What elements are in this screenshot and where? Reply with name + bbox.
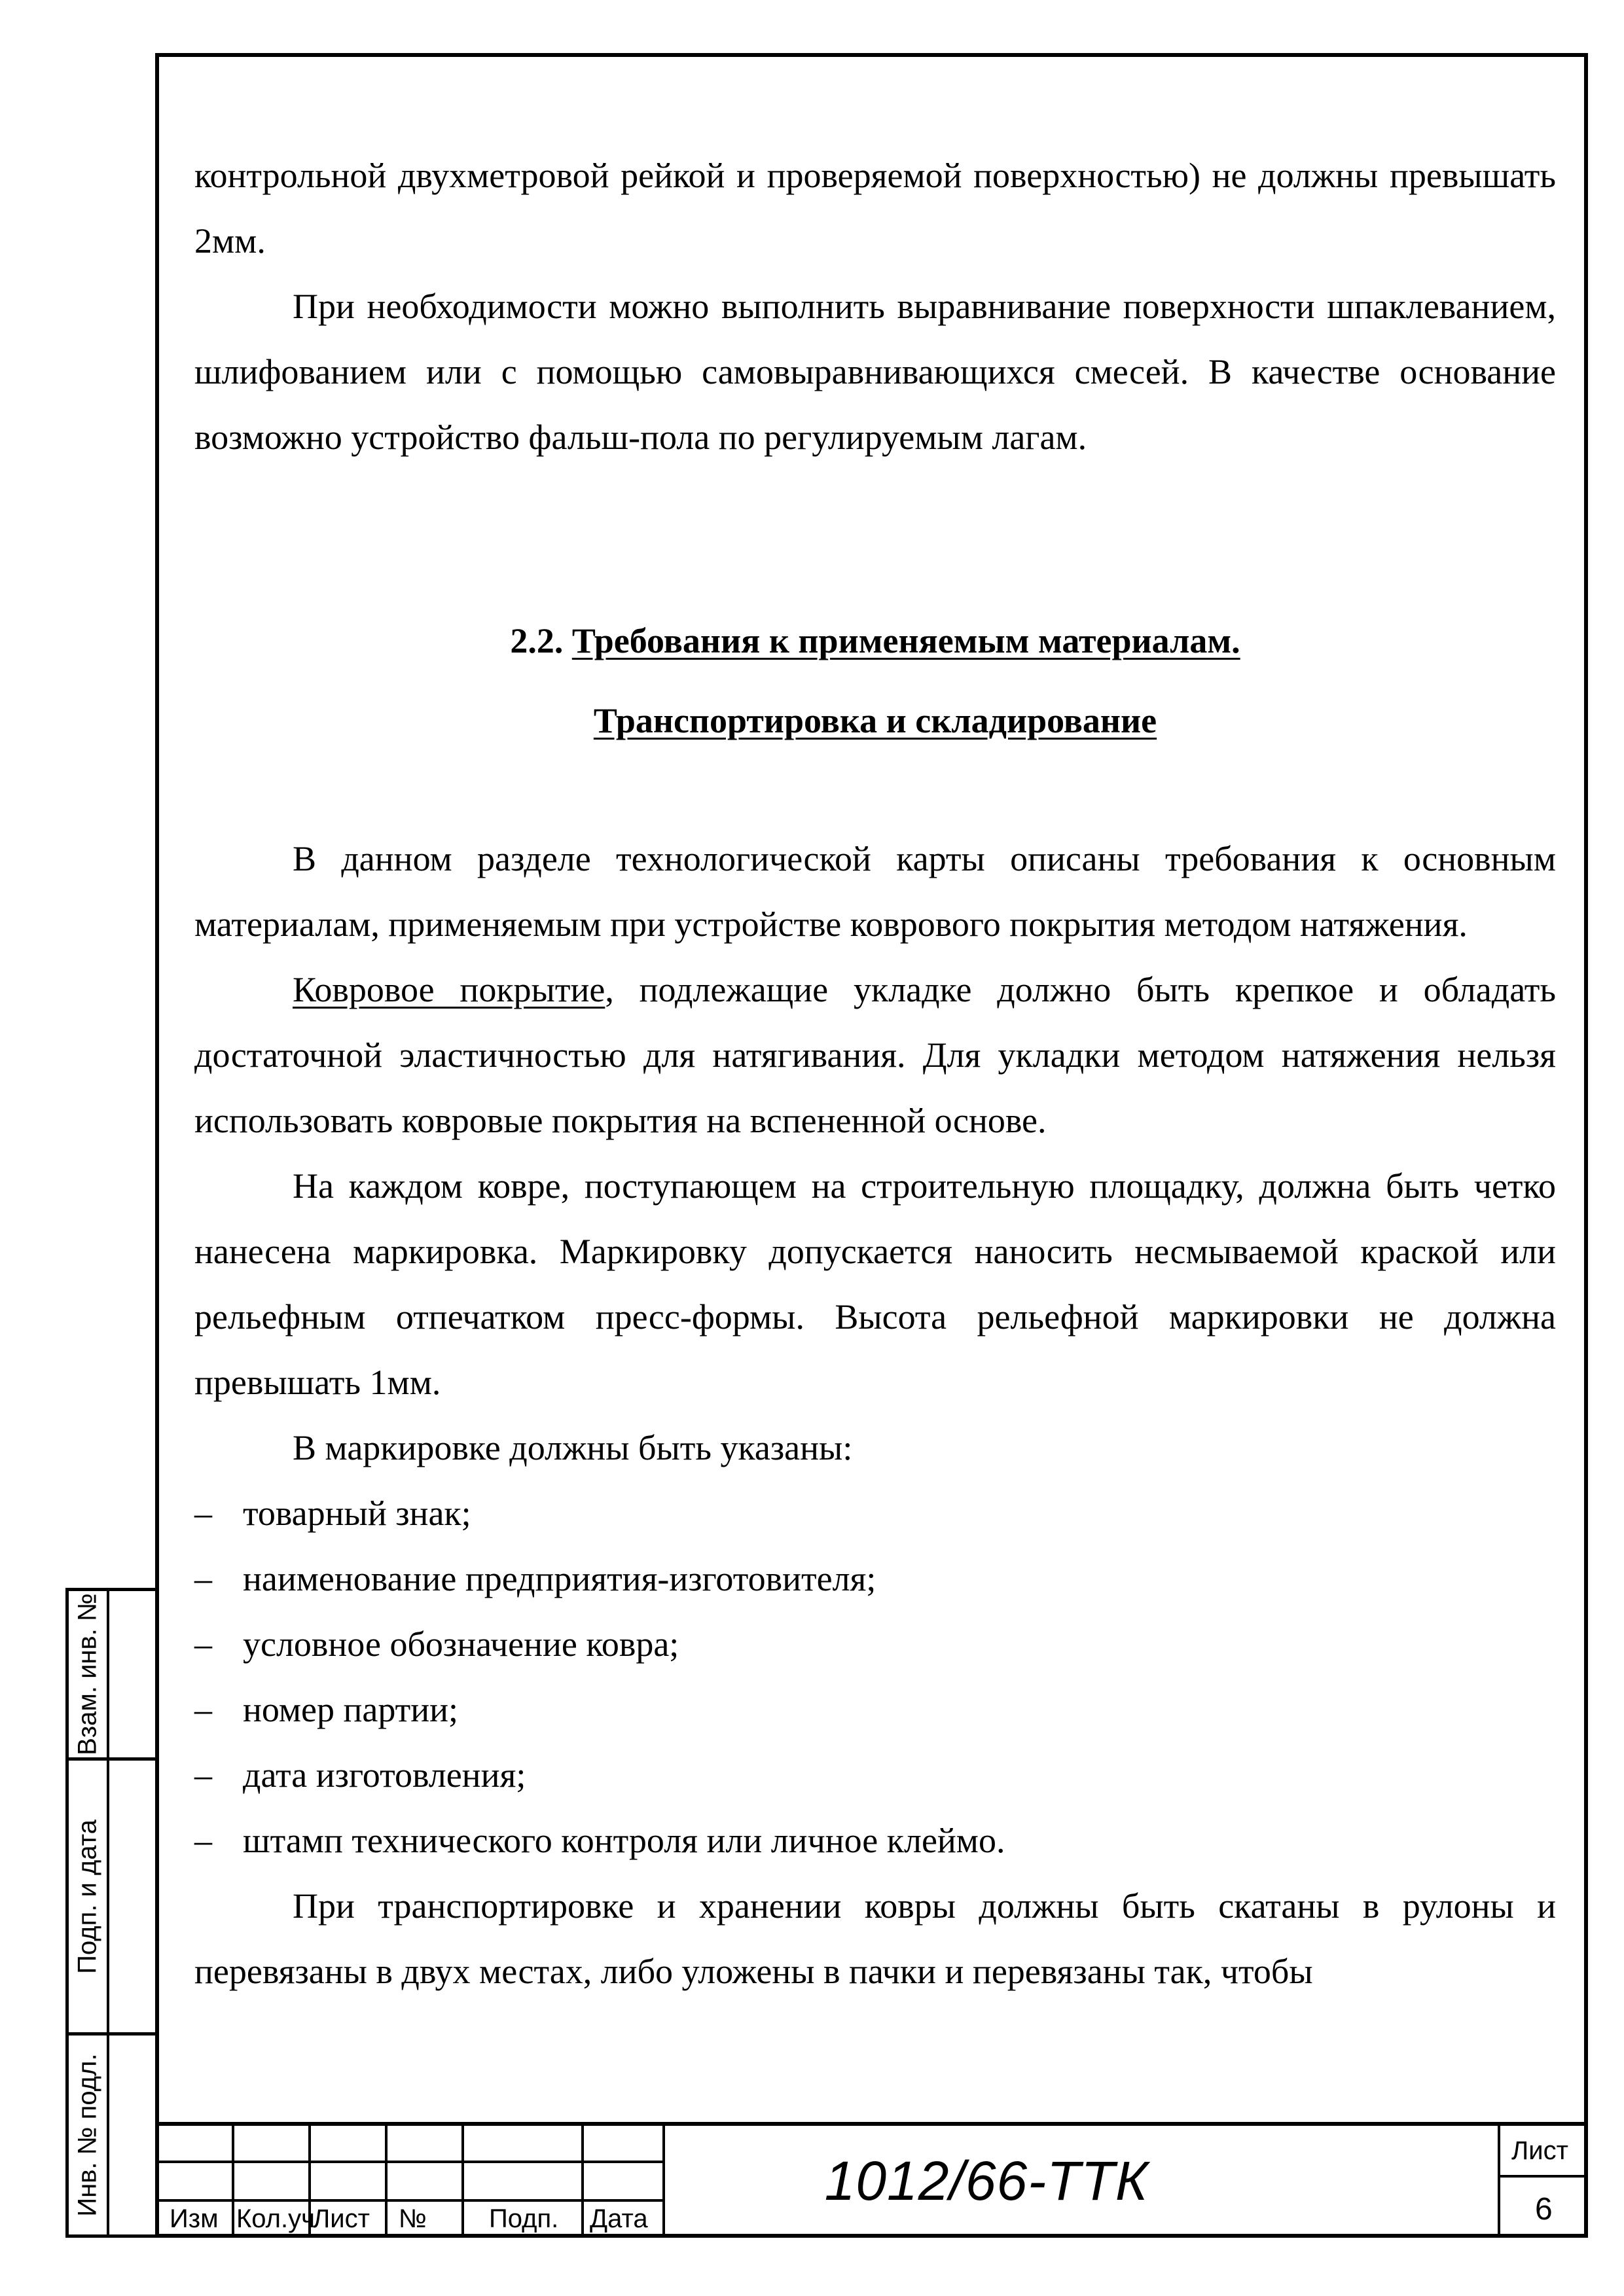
- paragraph-continuation: контрольной двухметровой рейкой и проверяемой поверхностью) не должны превышать 2мм.: [194, 156, 1556, 260]
- list-item: – дата изготовления;: [194, 1742, 1556, 1808]
- col-kol-uch: Кол.уч: [236, 2204, 315, 2233]
- paragraph-carpet: [194, 957, 1556, 1153]
- list-dash: –: [194, 1624, 212, 1664]
- list-item: – номер партии;: [194, 1677, 1556, 1742]
- stamp-podp-data-label: Подп. и дата: [73, 1819, 102, 1974]
- list-dash: –: [194, 1690, 212, 1729]
- term-carpet: Ковровое покрытие: [293, 970, 605, 1009]
- list-dash: –: [194, 1821, 212, 1860]
- section-title-part1: Требования к применяемым материалам.: [571, 621, 1240, 660]
- stamp-podp-data: [65, 1761, 155, 2036]
- paragraph-intro: В данном разделе технологической карты описаны требования к основным материалам, применяемым при устройстве коврового покрытия методом натяжения.: [194, 839, 1556, 944]
- col-data: Дата: [590, 2204, 648, 2233]
- section-heading-line1: [194, 601, 1556, 681]
- col-podp: Подп.: [489, 2204, 559, 2233]
- section-number: 2.2.: [510, 621, 572, 660]
- list-item: – условное обозначение ковра;: [194, 1611, 1556, 1677]
- section-heading-line2: [194, 681, 1556, 761]
- document-body: [194, 143, 1556, 2004]
- col-izm: Изм: [170, 2204, 219, 2233]
- sheet-label: Лист: [1511, 2136, 1568, 2165]
- list-dash: –: [194, 1755, 212, 1795]
- section-title-part2: Транспортировка и складирование: [593, 701, 1157, 740]
- col-num: №: [399, 2204, 427, 2233]
- paragraph-marking-list-intro: В маркировке должны быть указаны:: [293, 1428, 853, 1467]
- list-item: – товарный знак;: [194, 1480, 1556, 1546]
- col-list: Лист: [313, 2204, 370, 2233]
- list-dash: –: [194, 1494, 212, 1533]
- title-block: [155, 2122, 1588, 2238]
- document-code: 1012/66-ТТК: [824, 2150, 1149, 2212]
- stamp-zam-inv: [65, 1588, 155, 1761]
- stamp-inv-podl: [65, 2032, 155, 2238]
- paragraph-transport: При транспортировке и хранении ковры должны быть скатаны в рулоны и перевязаны в двух местах, либо уложены в пачки и перевязаны так, чтобы: [194, 1886, 1556, 1991]
- list-item: – штамп технического контроля или личное клеймо.: [194, 1808, 1556, 1873]
- sheet-number: 6: [1535, 2192, 1553, 2227]
- list-dash: –: [194, 1559, 212, 1598]
- list-item: – наименование предприятия-изготовителя;: [194, 1546, 1556, 1611]
- marking-list: [194, 1480, 1556, 1873]
- paragraph-marking: На каждом ковре, поступающем на строительную площадку, должна быть четко нанесена маркировка. Маркировку допускается наносить несмываемой краской или рельефным отпечатком пресс-формы. Высота рельефной маркировки не должна превышать 1мм.: [194, 1166, 1556, 1402]
- paragraph-leveling: При необходимости можно выполнить выравнивание поверхности шпаклеванием, шлифованием или с помощью самовыравнивающихся смесей. В качестве основание возможно устройство фальш-пола по регулируемым лагам.: [194, 287, 1556, 457]
- stamp-inv-podl-label: Инв. № подл.: [73, 2053, 102, 2217]
- paragraph-carpet-text: , подлежащие укладке должно быть крепкое и обладать достаточной эластичностью для натягивания. Для укладки методом натяжения нельзя использовать ковровые покрытия на вспененной основе.: [194, 970, 1556, 1140]
- stamp-zam-inv-label: Взам. инв. №: [73, 1593, 102, 1755]
